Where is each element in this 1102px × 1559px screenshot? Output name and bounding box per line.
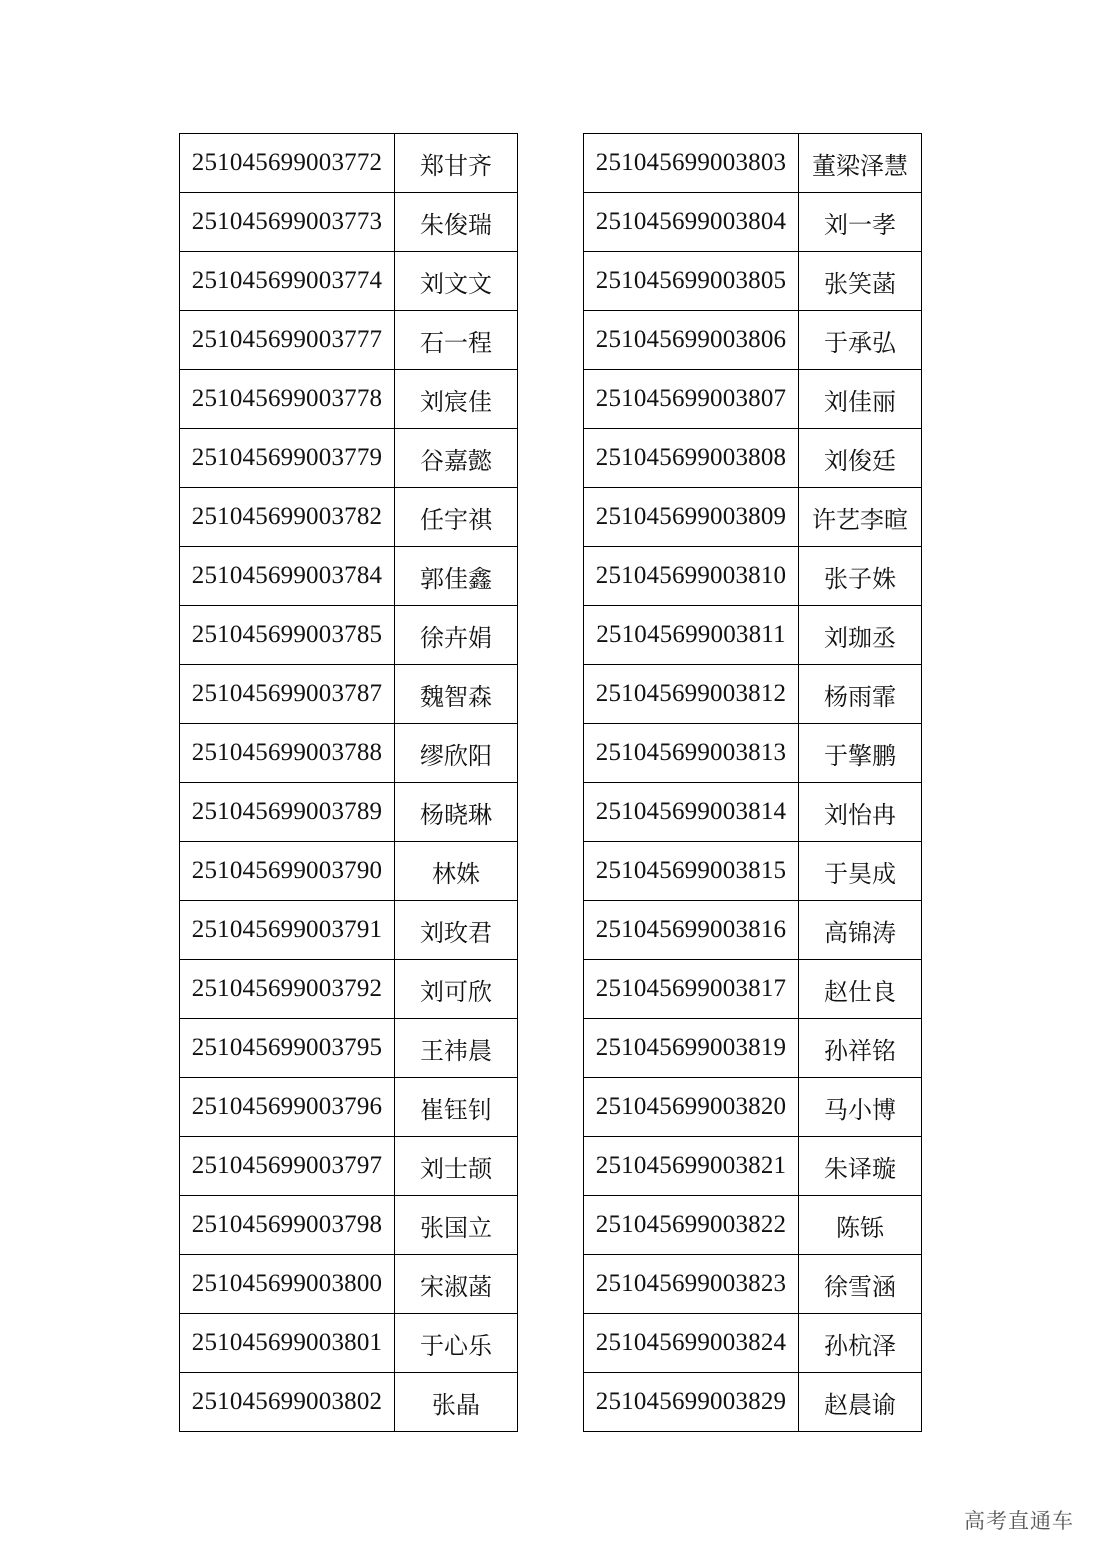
student-name-cell: 谷嘉懿 xyxy=(395,429,518,488)
exam-number-cell: 251045699003772 xyxy=(180,134,395,193)
student-name-cell: 朱俊瑞 xyxy=(395,193,518,252)
roster-table-right-body xyxy=(584,134,922,1432)
table-row xyxy=(584,1255,922,1314)
exam-number-cell: 251045699003787 xyxy=(180,665,395,724)
table-row xyxy=(584,311,922,370)
exam-number-cell: 251045699003785 xyxy=(180,606,395,665)
exam-number-cell: 251045699003806 xyxy=(584,311,799,370)
table-row xyxy=(180,783,518,842)
student-name-cell: 杨雨霏 xyxy=(799,665,922,724)
roster-table-right xyxy=(583,133,922,1432)
student-name-cell: 刘士颉 xyxy=(395,1137,518,1196)
student-name-cell: 林姝 xyxy=(395,842,518,901)
watermark-text: 高考直通车 xyxy=(964,1509,1074,1533)
student-name-cell: 崔钰钊 xyxy=(395,1078,518,1137)
exam-number-cell: 251045699003788 xyxy=(180,724,395,783)
exam-number-cell: 251045699003784 xyxy=(180,547,395,606)
table-row xyxy=(180,665,518,724)
table-row xyxy=(584,1078,922,1137)
student-name-cell: 刘佳丽 xyxy=(799,370,922,429)
student-name-cell: 于心乐 xyxy=(395,1314,518,1373)
table-row xyxy=(584,488,922,547)
exam-number-cell: 251045699003811 xyxy=(584,606,799,665)
exam-number-cell: 251045699003796 xyxy=(180,1078,395,1137)
exam-number-cell: 251045699003779 xyxy=(180,429,395,488)
student-name-cell: 张子姝 xyxy=(799,547,922,606)
exam-number-cell: 251045699003797 xyxy=(180,1137,395,1196)
table-row xyxy=(180,547,518,606)
exam-number-cell: 251045699003798 xyxy=(180,1196,395,1255)
table-row xyxy=(180,429,518,488)
table-row xyxy=(180,1314,518,1373)
exam-number-cell: 251045699003814 xyxy=(584,783,799,842)
exam-number-cell: 251045699003823 xyxy=(584,1255,799,1314)
exam-number-cell: 251045699003801 xyxy=(180,1314,395,1373)
exam-number-cell: 251045699003795 xyxy=(180,1019,395,1078)
table-row xyxy=(180,370,518,429)
exam-number-cell: 251045699003792 xyxy=(180,960,395,1019)
exam-number-cell: 251045699003824 xyxy=(584,1314,799,1373)
exam-number-cell: 251045699003773 xyxy=(180,193,395,252)
exam-number-cell: 251045699003810 xyxy=(584,547,799,606)
roster-table-left-body xyxy=(180,134,518,1432)
student-name-cell: 孙祥铭 xyxy=(799,1019,922,1078)
student-name-cell: 于擎鹏 xyxy=(799,724,922,783)
table-row xyxy=(584,665,922,724)
table-row xyxy=(180,842,518,901)
student-name-cell: 朱译璇 xyxy=(799,1137,922,1196)
exam-number-cell: 251045699003774 xyxy=(180,252,395,311)
exam-number-cell: 251045699003777 xyxy=(180,311,395,370)
exam-number-cell: 251045699003800 xyxy=(180,1255,395,1314)
student-name-cell: 张晶 xyxy=(395,1373,518,1432)
student-name-cell: 刘文文 xyxy=(395,252,518,311)
table-row xyxy=(584,547,922,606)
student-name-cell: 王祎晨 xyxy=(395,1019,518,1078)
student-name-cell: 徐雪涵 xyxy=(799,1255,922,1314)
student-name-cell: 任宇祺 xyxy=(395,488,518,547)
exam-number-cell: 251045699003819 xyxy=(584,1019,799,1078)
student-name-cell: 孙杭泽 xyxy=(799,1314,922,1373)
exam-number-cell: 251045699003807 xyxy=(584,370,799,429)
student-name-cell: 许艺李暄 xyxy=(799,488,922,547)
table-row xyxy=(584,252,922,311)
exam-number-cell: 251045699003791 xyxy=(180,901,395,960)
table-row xyxy=(180,134,518,193)
table-row xyxy=(584,1019,922,1078)
student-name-cell: 刘宸佳 xyxy=(395,370,518,429)
table-row xyxy=(584,1137,922,1196)
student-name-cell: 郑甘齐 xyxy=(395,134,518,193)
student-name-cell: 石一程 xyxy=(395,311,518,370)
exam-number-cell: 251045699003817 xyxy=(584,960,799,1019)
table-row xyxy=(584,370,922,429)
student-name-cell: 董梁泽慧 xyxy=(799,134,922,193)
student-name-cell: 刘玫君 xyxy=(395,901,518,960)
exam-number-cell: 251045699003803 xyxy=(584,134,799,193)
student-name-cell: 张笑菡 xyxy=(799,252,922,311)
exam-number-cell: 251045699003829 xyxy=(584,1373,799,1432)
table-row xyxy=(584,606,922,665)
student-name-cell: 杨晓琳 xyxy=(395,783,518,842)
table-row xyxy=(180,311,518,370)
exam-number-cell: 251045699003815 xyxy=(584,842,799,901)
student-name-cell: 高锦涛 xyxy=(799,901,922,960)
exam-number-cell: 251045699003808 xyxy=(584,429,799,488)
table-row xyxy=(180,960,518,1019)
table-row xyxy=(180,1196,518,1255)
table-row xyxy=(180,1019,518,1078)
table-row xyxy=(180,252,518,311)
table-row xyxy=(180,901,518,960)
exam-number-cell: 251045699003822 xyxy=(584,1196,799,1255)
exam-number-cell: 251045699003802 xyxy=(180,1373,395,1432)
table-row xyxy=(180,1137,518,1196)
exam-number-cell: 251045699003789 xyxy=(180,783,395,842)
exam-number-cell: 251045699003778 xyxy=(180,370,395,429)
table-row xyxy=(584,783,922,842)
student-name-cell: 宋淑菡 xyxy=(395,1255,518,1314)
table-row xyxy=(584,1196,922,1255)
exam-number-cell: 251045699003804 xyxy=(584,193,799,252)
student-name-cell: 缪欣阳 xyxy=(395,724,518,783)
table-row xyxy=(584,901,922,960)
student-name-cell: 魏智森 xyxy=(395,665,518,724)
table-row xyxy=(584,134,922,193)
table-row xyxy=(584,842,922,901)
student-name-cell: 马小博 xyxy=(799,1078,922,1137)
table-row xyxy=(180,1078,518,1137)
exam-number-cell: 251045699003821 xyxy=(584,1137,799,1196)
exam-number-cell: 251045699003820 xyxy=(584,1078,799,1137)
exam-number-cell: 251045699003805 xyxy=(584,252,799,311)
table-row xyxy=(180,488,518,547)
exam-number-cell: 251045699003812 xyxy=(584,665,799,724)
table-row xyxy=(584,429,922,488)
student-name-cell: 刘怡冉 xyxy=(799,783,922,842)
table-row xyxy=(180,606,518,665)
table-row xyxy=(180,1373,518,1432)
student-name-cell: 刘一孝 xyxy=(799,193,922,252)
table-row xyxy=(584,960,922,1019)
exam-number-cell: 251045699003813 xyxy=(584,724,799,783)
student-name-cell: 于昊成 xyxy=(799,842,922,901)
table-row xyxy=(180,724,518,783)
student-name-cell: 刘珈丞 xyxy=(799,606,922,665)
student-name-cell: 刘可欣 xyxy=(395,960,518,1019)
student-name-cell: 于承弘 xyxy=(799,311,922,370)
table-row xyxy=(584,724,922,783)
exam-number-cell: 251045699003782 xyxy=(180,488,395,547)
table-row xyxy=(584,1314,922,1373)
student-name-cell: 徐卉娟 xyxy=(395,606,518,665)
student-name-cell: 刘俊廷 xyxy=(799,429,922,488)
student-name-cell: 陈铄 xyxy=(799,1196,922,1255)
table-row xyxy=(180,1255,518,1314)
table-row xyxy=(584,1373,922,1432)
student-name-cell: 张国立 xyxy=(395,1196,518,1255)
roster-table-left xyxy=(179,133,518,1432)
exam-number-cell: 251045699003809 xyxy=(584,488,799,547)
student-name-cell: 赵仕良 xyxy=(799,960,922,1019)
exam-number-cell: 251045699003790 xyxy=(180,842,395,901)
table-row xyxy=(584,193,922,252)
table-row xyxy=(180,193,518,252)
exam-number-cell: 251045699003816 xyxy=(584,901,799,960)
student-name-cell: 郭佳鑫 xyxy=(395,547,518,606)
student-name-cell: 赵晨谕 xyxy=(799,1373,922,1432)
